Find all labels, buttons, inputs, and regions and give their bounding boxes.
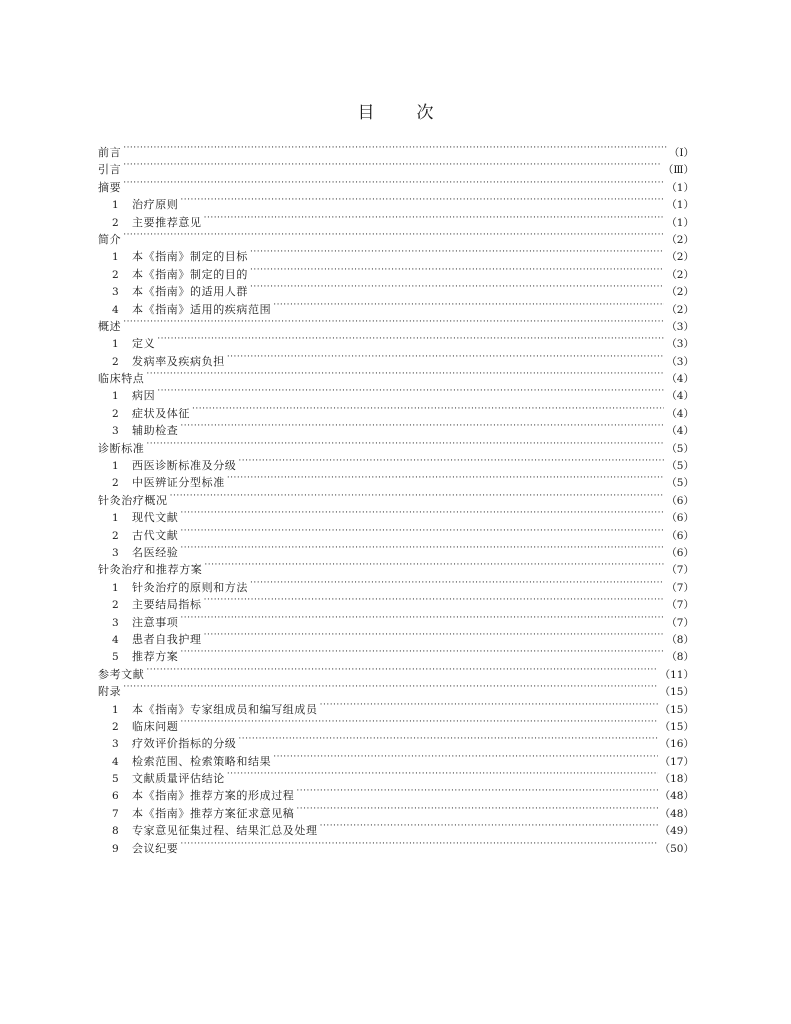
- toc-entry-number: 2: [112, 216, 119, 229]
- toc-entry-number: 2: [112, 599, 119, 612]
- toc-subentry[interactable]: [98, 422, 694, 439]
- toc-subentry[interactable]: [98, 405, 694, 422]
- toc-entry-label: 主要推荐意见: [132, 215, 202, 229]
- dot-leader: [273, 753, 657, 765]
- toc-entry-page-number: （15）: [659, 703, 694, 716]
- dot-leader: [320, 822, 658, 834]
- toc-entry-number: 1: [112, 199, 119, 212]
- toc-entry-number: 1: [112, 512, 119, 525]
- toc-subentry[interactable]: [98, 474, 694, 491]
- toc-entry-page-number: （3）: [666, 355, 694, 368]
- toc-entry-page-number: （2）: [666, 233, 694, 246]
- toc-entry-page-number: （8）: [666, 651, 694, 664]
- dot-leader: [296, 787, 657, 799]
- toc-entry-number: 5: [112, 651, 119, 664]
- dot-leader: [180, 527, 664, 539]
- toc-entry-number: 4: [112, 303, 119, 316]
- toc-entry-page-number: （17）: [659, 755, 694, 768]
- dot-leader: [180, 196, 664, 208]
- toc-entry[interactable]: [98, 561, 694, 578]
- toc-subentry[interactable]: [98, 387, 694, 404]
- dot-leader: [180, 648, 664, 660]
- toc-entry-number: 2: [112, 720, 119, 733]
- toc-entry-page-number: （5）: [666, 442, 694, 455]
- toc-entry-number: 8: [112, 825, 119, 838]
- toc-entry-page-number: （50）: [659, 842, 694, 855]
- toc-entry[interactable]: [98, 318, 694, 335]
- toc-subentry[interactable]: [98, 579, 694, 596]
- toc-subentry[interactable]: [98, 283, 694, 300]
- toc-entry-page-number: （11）: [659, 668, 694, 681]
- dot-leader: [227, 770, 658, 782]
- toc-entry-page-number: （Ⅰ）: [668, 147, 694, 159]
- toc-entry-label: 专家意见征集过程、结果汇总及处理: [132, 824, 318, 838]
- dot-leader: [123, 179, 664, 191]
- dot-leader: [227, 353, 665, 365]
- dot-leader: [204, 596, 665, 608]
- dot-leader: [180, 840, 657, 852]
- toc-entry-page-number: （6）: [666, 529, 694, 542]
- toc-entry-page-number: （1）: [666, 216, 694, 229]
- toc-entry-label: 附录: [98, 685, 122, 699]
- toc-entry-number: 6: [112, 790, 119, 803]
- toc-entry-label: 诊断标准: [98, 441, 145, 455]
- toc-entry-label: 文献质量评估结论: [132, 772, 225, 786]
- toc-entry-label: 本《指南》的适用人群: [132, 285, 248, 299]
- toc-entry-label: 摘要: [98, 180, 122, 194]
- toc-entry-label: 会议纪要: [132, 841, 179, 855]
- toc-entry-number: 3: [112, 738, 119, 751]
- toc-entry-number: 1: [112, 390, 119, 403]
- toc-entry[interactable]: [98, 231, 694, 248]
- toc-entry-label: 本《指南》推荐方案的形成过程: [132, 789, 295, 803]
- toc-entry-number: 2: [112, 268, 119, 281]
- dot-leader: [123, 683, 657, 695]
- toc-entry-number: 1: [112, 581, 119, 594]
- toc-subentry[interactable]: [98, 527, 694, 544]
- dot-leader: [250, 579, 664, 591]
- toc-entry-page-number: （4）: [666, 390, 694, 403]
- toc-entry-page-number: （48）: [659, 807, 694, 820]
- toc-entry-label: 本《指南》制定的目标: [132, 250, 248, 264]
- page-title: [0, 98, 791, 123]
- toc-entry-number: 2: [112, 407, 119, 420]
- toc-entry-label: 针灸治疗的原则和方法: [132, 580, 248, 594]
- toc-entry-label: 名医经验: [132, 545, 179, 559]
- toc-subentry[interactable]: [98, 648, 694, 665]
- toc-entry-label: 前言: [98, 146, 122, 159]
- toc-entry-page-number: （2）: [666, 286, 694, 299]
- toc-entry-page-number: （2）: [666, 303, 694, 316]
- dot-leader: [180, 509, 664, 521]
- toc-entry[interactable]: [98, 144, 694, 161]
- toc-entry-number: 1: [112, 251, 119, 264]
- toc-entry-label: 辅助检查: [132, 424, 179, 438]
- toc-subentry[interactable]: [98, 335, 694, 352]
- title-char-right: 次: [416, 103, 434, 123]
- toc-subentry[interactable]: [98, 840, 694, 857]
- toc-subentry[interactable]: [98, 701, 694, 718]
- toc-entry-label: 简介: [98, 232, 122, 246]
- toc-entry-number: 2: [112, 529, 119, 542]
- toc-subentry[interactable]: [98, 787, 694, 804]
- toc-subentry[interactable]: [98, 248, 694, 265]
- toc-subentry[interactable]: [98, 214, 694, 231]
- toc-entry-page-number: （7）: [666, 599, 694, 612]
- dot-leader: [296, 805, 657, 817]
- toc-subentry[interactable]: [98, 805, 694, 822]
- toc-entry-label: 患者自我护理: [132, 632, 202, 646]
- toc-entry-label: 注意事项: [132, 615, 179, 629]
- dot-leader: [146, 440, 664, 452]
- toc-entry-page-number: （4）: [666, 407, 694, 420]
- toc-entry-label: 现代文献: [132, 511, 179, 525]
- dot-leader: [146, 370, 664, 382]
- dot-leader: [157, 335, 664, 347]
- dot-leader: [238, 735, 657, 747]
- toc-entry-label: 本《指南》推荐方案征求意见稿: [132, 806, 295, 820]
- toc-entry-page-number: （7）: [666, 616, 694, 629]
- dot-leader: [192, 405, 664, 417]
- toc-entry-number: 1: [112, 338, 119, 351]
- toc-entry-page-number: （4）: [666, 373, 694, 386]
- dot-leader: [123, 231, 664, 243]
- toc-entry-label: 主要结局指标: [132, 598, 202, 612]
- toc-subentry[interactable]: [98, 509, 694, 526]
- toc-subentry[interactable]: [98, 596, 694, 613]
- toc-entry-label: 症状及体征: [132, 406, 190, 420]
- dot-leader: [180, 544, 664, 556]
- toc-entry-number: 1: [112, 703, 119, 716]
- toc-entry-page-number: （6）: [666, 494, 694, 507]
- toc-entry-number: 9: [112, 842, 119, 855]
- toc-entry-page-number: （3）: [666, 338, 694, 351]
- dot-leader: [273, 301, 664, 313]
- title-char-left: 目: [357, 103, 375, 123]
- toc-entry-page-number: （18）: [659, 773, 694, 786]
- toc-entry-page-number: （4）: [666, 425, 694, 438]
- toc-subentry[interactable]: [98, 353, 694, 370]
- toc-entry-label: 针灸治疗概况: [98, 493, 168, 507]
- dot-leader: [180, 422, 664, 434]
- toc-entry-label: 本《指南》专家组成员和编写组成员: [132, 702, 318, 716]
- toc-entry-page-number: （2）: [666, 251, 694, 264]
- dot-leader: [250, 248, 664, 260]
- dot-leader: [204, 561, 664, 573]
- toc-entry[interactable]: [98, 370, 694, 387]
- toc-entry-page-number: （2）: [666, 268, 694, 281]
- toc-entry-page-number: （7）: [666, 564, 694, 577]
- toc-entry-page-number: （6）: [666, 546, 694, 559]
- toc-entry[interactable]: [98, 161, 694, 178]
- toc-entry-page-number: （48）: [659, 790, 694, 803]
- toc-subentry[interactable]: [98, 735, 694, 752]
- toc-entry-number: 5: [112, 773, 119, 786]
- toc-entry-label: 古代文献: [132, 528, 179, 542]
- toc-entry-label: 中医辨证分型标准: [132, 476, 225, 490]
- toc-entry-page-number: （8）: [666, 633, 694, 646]
- toc-entry-number: 2: [112, 355, 119, 368]
- toc-subentry[interactable]: [98, 631, 694, 648]
- dot-leader: [204, 214, 665, 226]
- dot-leader: [146, 666, 657, 678]
- toc-entry-number: 7: [112, 807, 119, 820]
- toc-entry-page-number: （6）: [666, 512, 694, 525]
- toc-subentry[interactable]: [98, 457, 694, 474]
- toc-entry-number: 4: [112, 755, 119, 768]
- toc-entry-label: 推荐方案: [132, 650, 179, 664]
- toc-subentry[interactable]: [98, 301, 694, 318]
- toc-subentry[interactable]: [98, 718, 694, 735]
- toc-subentry[interactable]: [98, 770, 694, 787]
- toc-entry-page-number: （5）: [666, 477, 694, 490]
- dot-leader: [238, 457, 664, 469]
- toc-entry-number: 4: [112, 633, 119, 646]
- toc-entry-label: 参考文献: [98, 667, 145, 681]
- dot-leader: [250, 266, 664, 278]
- toc-entry-label: 临床问题: [132, 719, 179, 733]
- toc-entry-number: 2: [112, 477, 119, 490]
- toc-entry-page-number: （3）: [666, 320, 694, 333]
- toc-entry[interactable]: [98, 179, 694, 196]
- toc-entry-label: 本《指南》制定的目的: [132, 267, 248, 281]
- toc-entry-label: 治疗原则: [132, 198, 179, 212]
- toc-entry-page-number: （1）: [666, 199, 694, 212]
- toc-entry-label: 西医诊断标准及分级: [132, 459, 237, 473]
- toc-entry-page-number: （Ⅲ）: [662, 164, 694, 177]
- toc-subentry[interactable]: [98, 196, 694, 213]
- toc-entry-label: 概述: [98, 319, 122, 333]
- toc-entry-page-number: （16）: [659, 738, 694, 751]
- toc-entry[interactable]: [98, 440, 694, 457]
- toc-entry-number: 3: [112, 425, 119, 438]
- dot-leader: [170, 492, 665, 504]
- dot-leader: [123, 318, 664, 330]
- toc-entry[interactable]: [98, 666, 694, 683]
- dot-leader: [204, 631, 665, 643]
- dot-leader: [320, 701, 658, 713]
- toc-subentry[interactable]: [98, 822, 694, 839]
- dot-leader: [180, 614, 664, 626]
- toc-entry-page-number: （15）: [659, 686, 694, 699]
- dot-leader: [123, 161, 661, 173]
- toc-entry-page-number: （5）: [666, 460, 694, 473]
- toc-entry-number: 1: [112, 460, 119, 473]
- toc-entry-number: 3: [112, 616, 119, 629]
- toc-entry-label: 本《指南》适用的疾病范围: [132, 302, 272, 316]
- toc-entry-label: 发病率及疾病负担: [132, 354, 225, 368]
- toc-entry[interactable]: [98, 683, 694, 700]
- dot-leader: [123, 144, 667, 156]
- dot-leader: [227, 474, 665, 486]
- toc-entry[interactable]: [98, 492, 694, 509]
- toc-entry-page-number: （49）: [659, 825, 694, 838]
- toc-entry-number: 3: [112, 546, 119, 559]
- toc-subentry[interactable]: [98, 614, 694, 631]
- toc-entry-label: 疗效评价指标的分级: [132, 737, 237, 751]
- dot-leader: [250, 283, 664, 295]
- toc-entry-label: 临床特点: [98, 372, 145, 386]
- toc-entry-label: 引言: [98, 163, 122, 177]
- toc-entry-page-number: （1）: [666, 181, 694, 194]
- toc-subentry[interactable]: [98, 266, 694, 283]
- dot-leader: [180, 718, 657, 730]
- toc-entry-number: 3: [112, 286, 119, 299]
- toc-entry-label: 定义: [132, 337, 156, 351]
- toc-entry-page-number: （7）: [666, 581, 694, 594]
- dot-leader: [157, 387, 664, 399]
- toc-subentry[interactable]: [98, 544, 694, 561]
- toc-entry-label: 检索范围、检索策略和结果: [132, 754, 272, 768]
- table-of-contents: [98, 144, 694, 857]
- toc-entry-label: 病因: [132, 389, 156, 403]
- toc-entry-page-number: （15）: [659, 720, 694, 733]
- toc-entry-label: 针灸治疗和推荐方案: [98, 563, 203, 577]
- toc-subentry[interactable]: [98, 753, 694, 770]
